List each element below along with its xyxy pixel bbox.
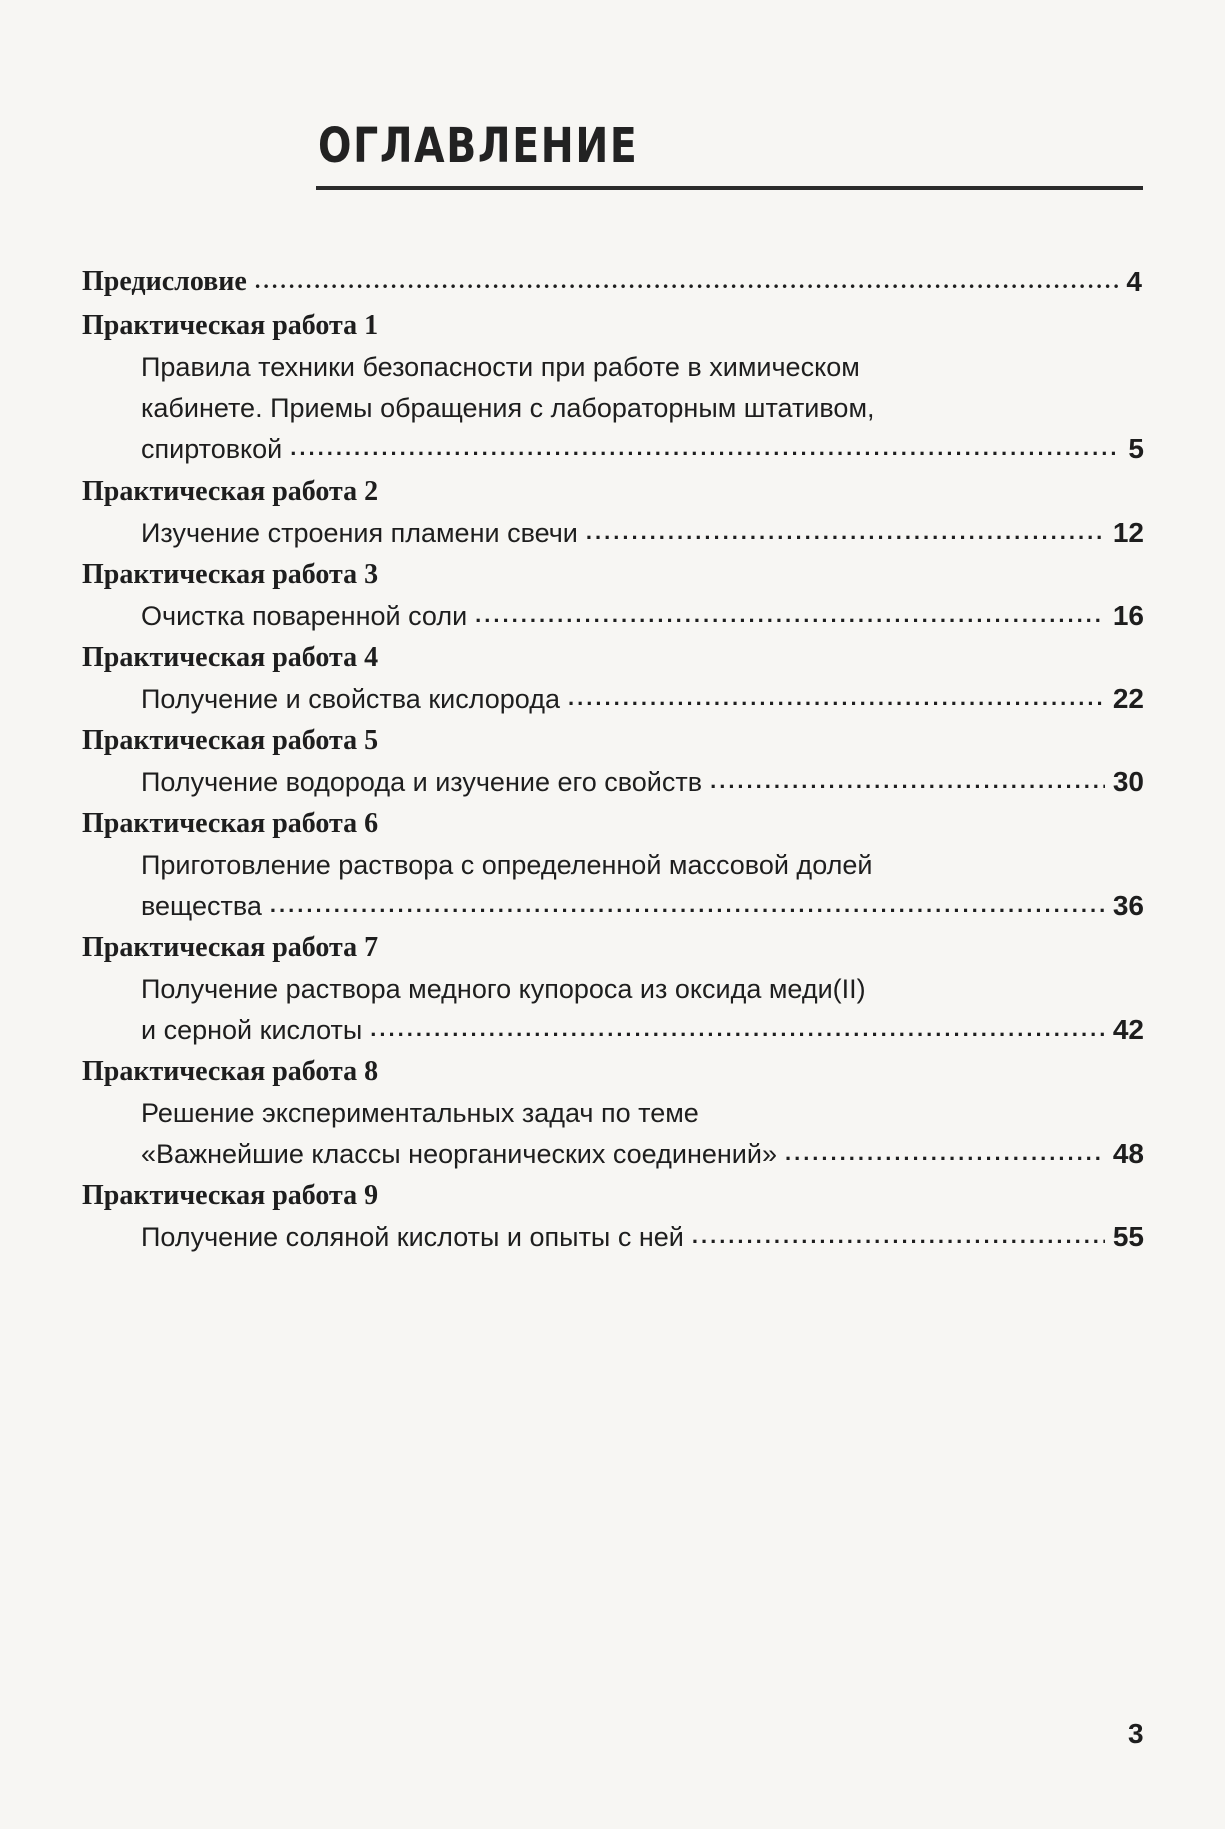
toc-section-9: Практическая работа 9 <box>82 1180 379 1211</box>
dot-leader <box>785 1142 1105 1164</box>
toc-section-2: Практическая работа 2 <box>82 476 379 507</box>
entry-text[interactable]: Изучение строения пламени свечи <box>141 518 578 548</box>
entry-text[interactable]: «Важнейшие классы неорганических соединений» <box>141 1139 777 1169</box>
dot-leader <box>586 521 1105 543</box>
entry-page: 16 <box>1112 600 1144 631</box>
entry-page: 48 <box>1112 1138 1144 1169</box>
toc-section-1: Практическая работа 1 <box>82 310 379 341</box>
dot-leader <box>290 437 1120 459</box>
toc-entry-8-line-2 <box>141 1128 1144 1168</box>
dot-leader <box>370 1018 1105 1040</box>
entry-text[interactable]: кабинете. Приемы обращения с лабораторным штативом, <box>141 393 875 423</box>
entry-page: 4 <box>1126 266 1142 297</box>
entry-text[interactable]: Получение соляной кислоты и опыты с ней <box>141 1222 684 1252</box>
toc-entry-6-line-2 <box>141 880 1144 920</box>
entry-text[interactable]: и серной кислоты <box>141 1015 363 1045</box>
toc-section-4: Практическая работа 4 <box>82 642 379 673</box>
entry-page: 55 <box>1112 1221 1144 1252</box>
entry-page: 12 <box>1112 517 1144 548</box>
dot-leader <box>255 270 1119 292</box>
toc-heading: ОГЛАВЛЕНИЕ <box>318 118 639 174</box>
toc-entry-3 <box>141 590 1144 630</box>
toc-entry-8-line-1 <box>141 1087 1144 1127</box>
entry-text[interactable]: Очистка поваренной соли <box>141 601 468 631</box>
entry-text[interactable]: Приготовление раствора с определенной массовой долей <box>141 850 873 880</box>
entry-page: 42 <box>1112 1014 1144 1045</box>
toc-entry-1-line-3 <box>141 423 1144 463</box>
entry-text[interactable]: Получение и свойства кислорода <box>141 684 561 714</box>
entry-page: 30 <box>1112 766 1144 797</box>
entry-text[interactable]: Получение раствора медного купороса из оксида меди(II) <box>141 974 866 1004</box>
dot-leader <box>568 687 1105 709</box>
entry-page: 22 <box>1112 683 1144 714</box>
toc-entry-5 <box>141 756 1144 796</box>
toc-entry-9 <box>141 1211 1144 1251</box>
toc-entry-7-line-1 <box>141 963 1144 1003</box>
toc-section-7: Практическая работа 7 <box>82 932 379 963</box>
toc-section-3: Практическая работа 3 <box>82 559 379 590</box>
toc-entry-6-line-1 <box>141 839 1144 879</box>
dot-leader <box>475 604 1105 626</box>
toc-section-8: Практическая работа 8 <box>82 1056 379 1087</box>
toc-entry-7-line-2 <box>141 1004 1144 1044</box>
dot-leader <box>270 894 1105 916</box>
entry-page: 5 <box>1128 433 1144 464</box>
toc-section-6: Практическая работа 6 <box>82 808 379 839</box>
toc-entry-1-line-1 <box>141 341 1144 381</box>
toc-entry-preface[interactable] <box>82 256 1142 296</box>
dot-leader <box>692 1225 1105 1247</box>
entry-text[interactable]: Решение экспериментальных задач по теме <box>141 1098 699 1128</box>
toc-section-5: Практическая работа 5 <box>82 725 379 756</box>
entry-text[interactable]: вещества <box>141 891 262 921</box>
entry-page: 36 <box>1112 890 1144 921</box>
entry-title: Предисловие <box>82 266 247 297</box>
entry-text[interactable]: Правила техники безопасности при работе в химическом <box>141 352 860 382</box>
dot-leader <box>710 770 1105 792</box>
toc-entry-2 <box>141 507 1144 547</box>
toc-entry-1-line-2 <box>141 382 1144 422</box>
heading-rule <box>316 186 1143 190</box>
entry-text[interactable]: спиртовкой <box>141 434 283 464</box>
toc-entry-4 <box>141 673 1144 713</box>
page-number: 3 <box>1128 1718 1144 1749</box>
entry-text[interactable]: Получение водорода и изучение его свойств <box>141 767 703 797</box>
